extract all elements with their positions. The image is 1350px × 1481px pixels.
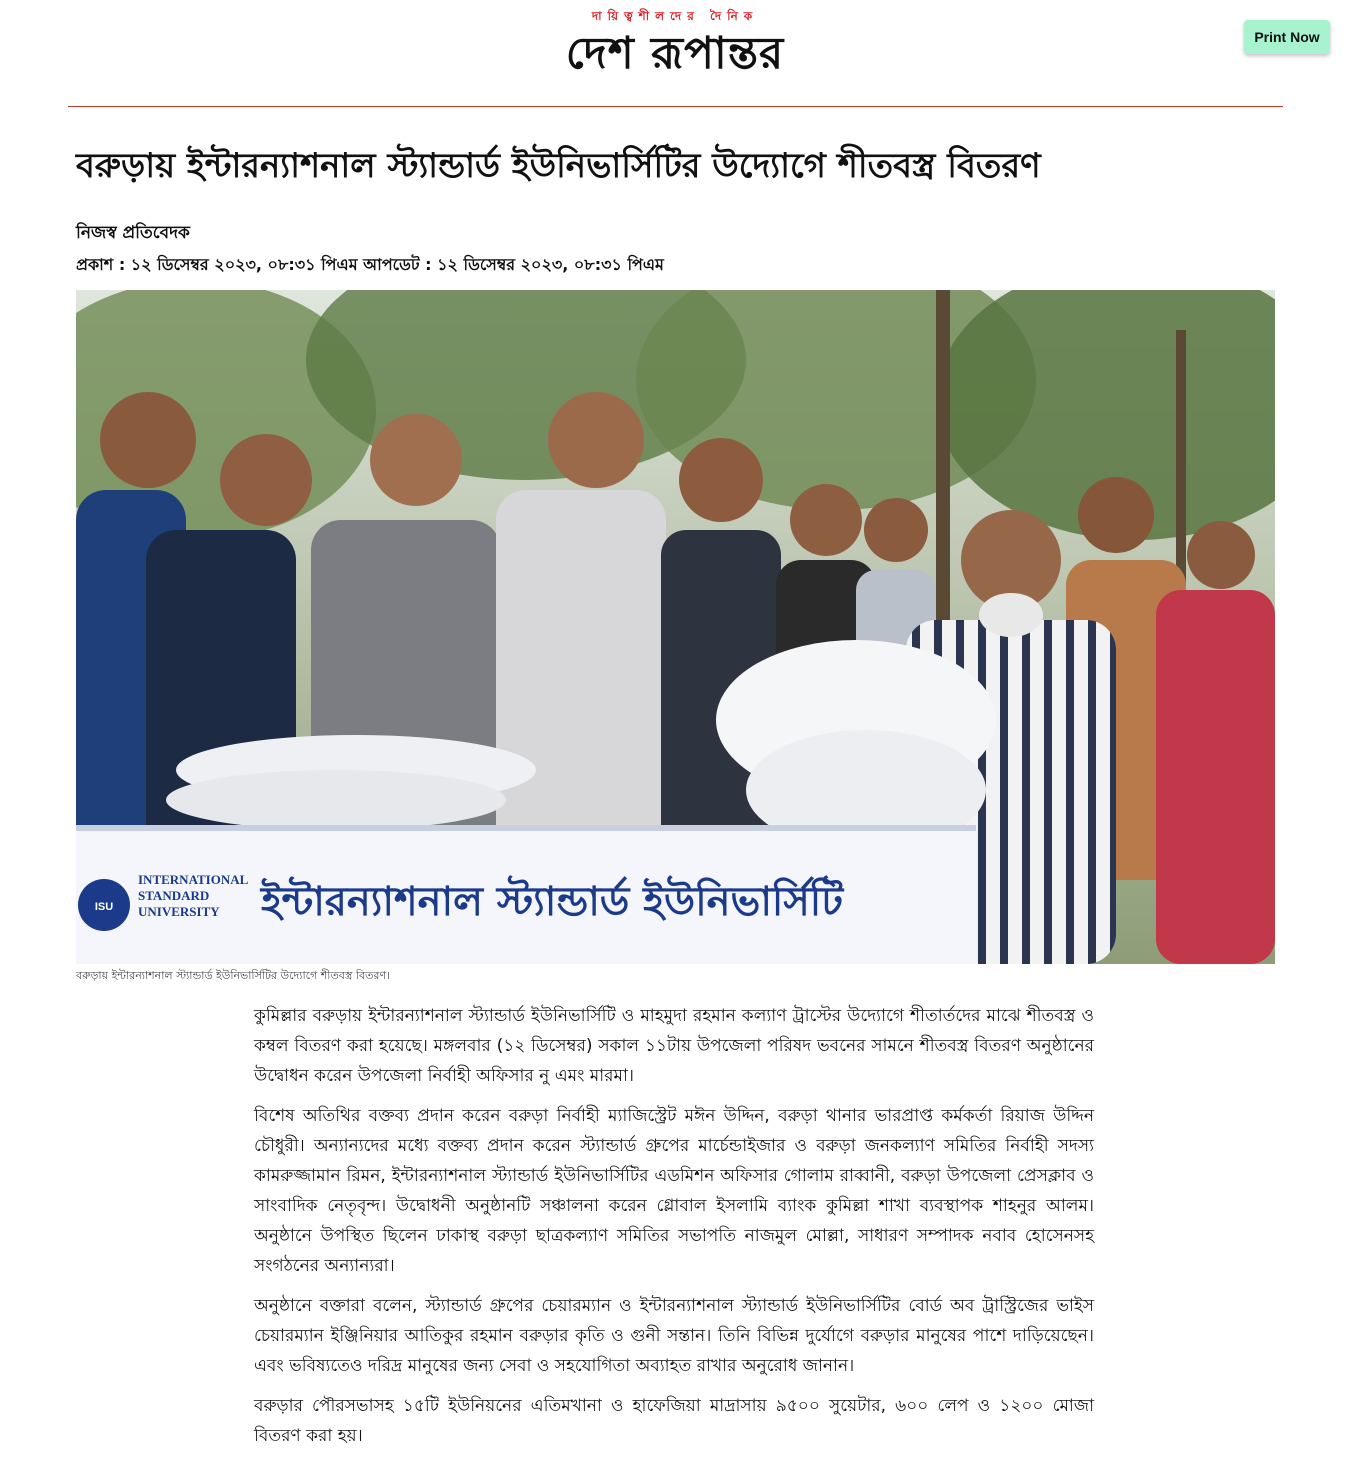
- article-paragraph-2: বিশেষ অতিথির বক্তব্য প্রদান করেন বরুড়া নির্বাহী ম্যাজিস্ট্রেট মঈন উদ্দিন, বরুড়া থানার ভারপ্রাপ্ত কর্মকর্তা রিয়াজ উদ্দিন চৌধুরী। অন্যান্যদের মধ্যে বক্তব্য প্রদান করেন স্ট্যান্ডার্ড গ্রুপের মার্চেন্ডাইজার ও বরুড়া জনকল্যাণ সমিতির নির্বাহী সদস্য কামরুজ্জামান রিমন, ইন্টারন্যাশনাল স্ট্যান্ডার্ড ইউনিভার্সিটির এডমিশন অফিসার গোলাম রাব্বানী, বরুড়া উপজেলা প্রেসক্লাব ও সাংবাদিক নেতৃবৃন্দ। উদ্বোধনী অনুষ্ঠানটি সঞ্চালনা করেন গ্লোবাল ইসলামি ব্যাংক কুমিল্লা শাখা ব্যবস্থাপক শাহনুর আলম। অনুষ্ঠানে উপস্থিত ছিলেন ঢাকাস্থ বরুড়া ছাত্রকল্যাণ সমিতির সভাপতি নাজমুল মোল্লা, সাধারণ সম্পাদক নবাব হোসেনসহ সংগঠনের অন্যান্যরা।: [254, 1106, 1094, 1276]
- photo-caption: বরুড়ায় ইন্টারন্যাশনাল স্ট্যান্ডার্ড ইউনিভার্সিটির উদ্যোগে শীতবস্ত্র বিতরণ।: [76, 969, 391, 982]
- article-body: [254, 1001, 1094, 1461]
- banner-title: ইন্টারন্যাশনাল স্ট্যান্ডার্ড ইউনিভার্সিটি: [261, 879, 844, 925]
- banner-logo-badge: ISU: [94, 901, 114, 913]
- masthead-tagline: দায়িত্বশীলদের দৈনিক: [591, 9, 759, 23]
- banner-logo-line-1: INTERNATIONAL: [138, 872, 249, 887]
- article-reporter: নিজস্ব প্রতিবেদক: [76, 223, 190, 243]
- university-banner: [76, 825, 976, 964]
- masthead: [0, 0, 1350, 108]
- article-headline: বরুড়ায় ইন্টারন্যাশনাল স্ট্যান্ডার্ড ইউনিভার্সিটির উদ্যোগে শীতবস্ত্র বিতরণ: [76, 146, 1041, 186]
- site-logo[interactable]: দেশ রূপান্তর: [565, 28, 785, 79]
- article-paragraph-3: অনুষ্ঠানে বক্তারা বলেন, স্ট্যান্ডার্ড গ্রুপের চেয়ারম্যান ও ইন্টারন্যাশনাল স্ট্যান্ডার্ড ইউনিভার্সিটির বোর্ড অব ট্রাস্ট্রিজের ভাইস চেয়ারম্যান ইঞ্জিনিয়ার আতিকুর রহমান বরুড়ার কৃতি ও গুনী সন্তান। তিনি বিভিন্ন দুর্যোগে বরুড়ার মানুষের পাশে দাড়িয়েছেন। এবং ভবিষ্যতেও দরিদ্র মানুষের জন্য সেবা ও সহযোগিতা অব্যাহত রাখার অনুরোধ জানান।: [254, 1296, 1094, 1376]
- print-now-button[interactable]: Print Now: [1244, 20, 1330, 54]
- banner-logo-line-2: STANDARD: [138, 888, 210, 903]
- article-dateline: প্রকাশ : ১২ ডিসেম্বর ২০২৩, ০৮:৩১ পিএম আপডেট : ১২ ডিসেম্বর ২০২৩, ০৮:৩১ পিএম: [76, 255, 664, 274]
- article-paragraph-1: কুমিল্লার বরুড়ায় ইন্টারন্যাশনাল স্ট্যান্ডার্ড ইউনিভার্সিটি ও মাহমুদা রহমান কল্যাণ ট্রাস্টের উদ্যোগে শীতার্তদের মাঝে শীতবস্ত্র ও কম্বল বিতরণ করা হয়েছে। মঙ্গলবার (১২ ডিসেম্বর) সকাল ১১টায় উপজেলা পরিষদ ভবনের সামনে শীতবস্ত্র বিতরণ অনুষ্ঠানের উদ্বোধন করেন উপজেলা নির্বাহী অফিসার নু এমং মারমা।: [254, 1006, 1094, 1086]
- article-photo: [76, 290, 1275, 964]
- article-paragraph-4: বরুড়ার পৌরসভাসহ ১৫টি ইউনিয়নের এতিমখানা ও হাফেজিয়া মাদ্রাসায় ৯৫০০ সুয়েটার, ৬০০ লেপ ও ১২০০ মোজা বিতরণ করা হয়।: [254, 1396, 1094, 1446]
- banner-logo-line-3: UNIVERSITY: [138, 904, 220, 919]
- header-divider: [68, 106, 1283, 107]
